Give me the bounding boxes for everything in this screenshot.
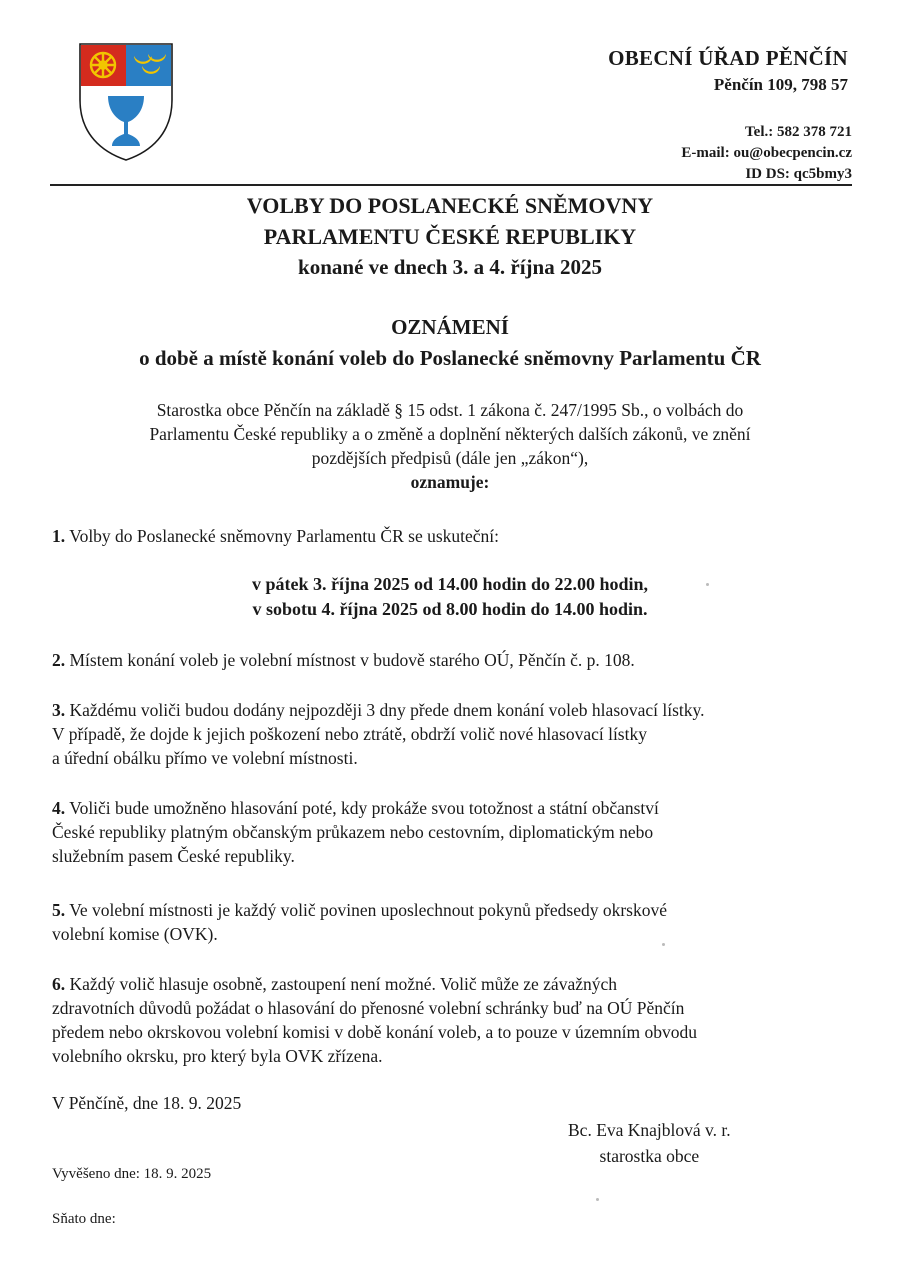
title-line-1: VOLBY DO POSLANECKÉ SNĚMOVNY (246, 193, 654, 218)
date-saturday: v sobotu 4. října 2025 od 8.00 hodin do 14.00 hodin. (252, 599, 648, 619)
office-contacts (681, 122, 852, 185)
document-title (0, 190, 900, 283)
item-number: 3. (52, 700, 66, 720)
office-header (608, 46, 848, 95)
signer-role: starostka obce (599, 1146, 700, 1166)
item-line: Ve volební místnosti je každý volič povinen uposlechnout pokynů předsedy okrskové (69, 900, 668, 920)
removed-date: Sňato dne: (52, 1211, 116, 1227)
list-item-1 (52, 524, 872, 548)
item-line: předem nebo okrskovou volební komisi v době konání voleb, a to pouze v územním obvodu (52, 1022, 697, 1042)
list-item-2 (52, 648, 872, 672)
item-line: zdravotních důvodů požádat o hlasování do přenosné volební schránky buď na OÚ Pěnčín (52, 998, 685, 1018)
item-number: 6. (52, 974, 66, 994)
list-item-5 (52, 898, 872, 946)
notice-heading-block (0, 312, 900, 374)
item-line: volební komise (OVK). (52, 924, 218, 944)
item-line: volebního okrsku, pro který byla OVK zřízena. (52, 1046, 383, 1066)
posted-date: Vyvěšeno dne: 18. 9. 2025 (52, 1166, 212, 1182)
intro-line-2: Parlamentu České republiky a o změně a doplnění některých dalších zákonů, ve znění (149, 424, 751, 444)
item-number: 4. (52, 798, 66, 818)
scan-speck (596, 1198, 599, 1201)
item-number: 2. (52, 650, 66, 670)
scan-speck (706, 583, 709, 586)
item-line: Každý volič hlasuje osobně, zastoupení není možné. Volič může ze závažných (69, 974, 617, 994)
notice-heading: OZNÁMENÍ (391, 315, 509, 339)
item-line: České republiky platným občanským průkazem nebo cestovním, diplomatickým nebo (52, 822, 654, 842)
coat-of-arms-icon (78, 42, 174, 162)
list-item-4 (52, 796, 872, 868)
item-line: a úřední obálku přímo ve volební místnosti. (52, 748, 358, 768)
list-item-6 (52, 972, 872, 1068)
scan-speck (662, 943, 665, 946)
intro-paragraph (60, 398, 840, 494)
item-number: 5. (52, 900, 66, 920)
header-divider (50, 184, 852, 186)
item-line: Každému voliči budou dodány nejpozději 3 dny přede dnem konání voleb hlasovací lístky. (69, 700, 705, 720)
title-line-2: PARLAMENTU ČESKÉ REPUBLIKY (263, 224, 637, 249)
intro-line-3: pozdějších předpisů (dále jen „zákon“), (311, 448, 589, 468)
notice-subheading: o době a místě konání voleb do Poslanecké sněmovny Parlamentu ČR (139, 346, 761, 370)
item-number: 1. (52, 526, 66, 546)
signer-name: Bc. Eva Knajblová v. r. (568, 1120, 731, 1140)
item-text: Místem konání voleb je volební místnost v budově starého OÚ, Pěnčín č. p. 108. (69, 650, 635, 670)
title-line-3: konané ve dnech 3. a 4. října 2025 (298, 255, 602, 279)
item-line: Voliči bude umožněno hlasování poté, kdy prokáže svou totožnost a státní občanství (69, 798, 659, 818)
item-line: služebním pasem České republiky. (52, 846, 295, 866)
item-text: Volby do Poslanecké sněmovny Parlamentu ČR se uskuteční: (69, 526, 500, 546)
office-email: E-mail: ou@obecpencin.cz (681, 145, 852, 161)
place-and-date: V Pěnčíně, dne 18. 9. 2025 (52, 1093, 242, 1113)
date-friday: v pátek 3. října 2025 od 14.00 hodin do 22.00 hodin, (251, 574, 649, 594)
item-line: V případě, že dojde k jejich poškození nebo ztrátě, obdrží volič nové hlasovací lístky (52, 724, 647, 744)
signature-block (568, 1117, 731, 1169)
office-data-box: ID DS: qc5bmy3 (745, 166, 852, 182)
election-dates (0, 572, 900, 622)
list-item-3 (52, 698, 872, 770)
intro-announces: oznamuje: (410, 472, 490, 492)
office-address: Pěnčín 109, 798 57 (713, 75, 848, 94)
office-phone: Tel.: 582 378 721 (745, 124, 852, 140)
intro-line-1: Starostka obce Pěnčín na základě § 15 odst. 1 zákona č. 247/1995 Sb., o volbách do (156, 400, 744, 420)
office-name: OBECNÍ ÚŘAD PĚNČÍN (608, 46, 848, 70)
